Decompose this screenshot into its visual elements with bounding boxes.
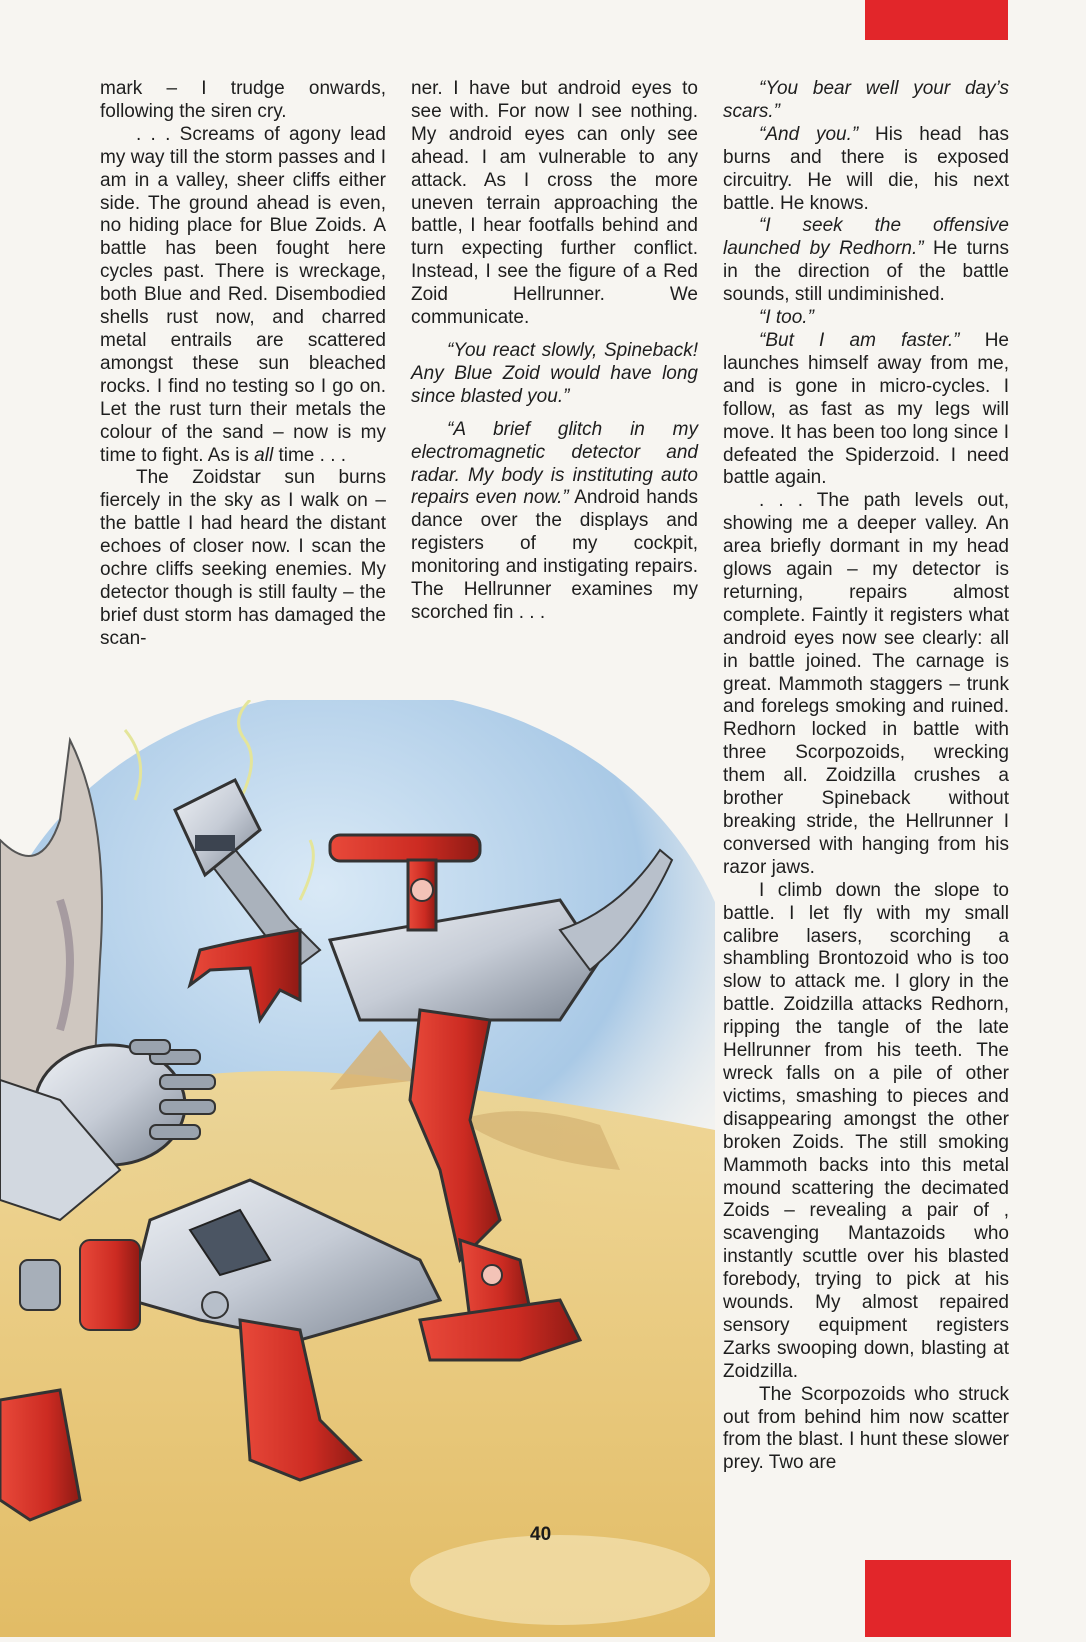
paragraph: “I seek the offensive launched by Redhorn.” He turns in the direction of the battle sounds, still undiminished. bbox=[723, 215, 1009, 306]
paragraph: The Zoidstar sun burns fiercely in the sky as I walk on – the battle I had heard the distant echoes of closer now. I scan the ochre cliffs seeking enemies. My detector though is still faulty – the brief dust storm has damaged the scan- bbox=[100, 467, 386, 649]
zoid-illustration-icon bbox=[0, 700, 715, 1637]
paragraph: . . . The path levels out, showing me a deeper valley. An area briefly dormant in my head glows again – my detector is returning, repairs almost complete. Faintly it registers what android eyes now see clearly: all in battle joined. The carnage is great. Mammoth staggers – trunk and forelegs smoking and ruined. Redhorn locked in battle with three Scorpozoids, wrecking them all. Zoidzilla crushes a brother Spineback without breaking stride, the Hellrunner I conversed with hanging from his razor jaws. bbox=[723, 490, 1009, 878]
paragraph: “But I am faster.” He launches himself away from me, and is gone in micro-cycles. I follow, as fast as my legs will move. It has been too long since I defeated the Spiderzoid. I need battle again. bbox=[723, 329, 1009, 489]
text-column-2 bbox=[411, 78, 698, 625]
paragraph: . . . Screams of agony lead my way till the storm passes and I am in a valley, sheer cliffs either side. The ground ahead is even, no hiding place for Blue Zoids. A battle has been fought here cycles past. There is wreckage, both Blue and Red. Disembodied shells rust now, and charred metal entrails are scattered amongst these sun bleached rocks. I find no testing so I go on. Let the rust turn their metals the colour of the sand – now is my time to fight. As is all time . . . bbox=[100, 123, 386, 466]
text-column-1 bbox=[100, 78, 386, 651]
paragraph: “And you.” His head has burns and there is exposed circuitry. He will die, his next battle. He knows. bbox=[723, 123, 1010, 214]
paragraph: ner. I have but android eyes to see with. For now I see nothing. My android eyes can only see ahead. I am vulnerable to any attack. As I cross the more uneven terrain approaching the battle, I hear footfalls behind and turn expecting further conflict. Instead, I see the figure of a Red Zoid Hellrunner. We communicate. bbox=[411, 78, 698, 329]
zoid-illustration bbox=[0, 700, 715, 1637]
red-corner-tab-top bbox=[865, 0, 1008, 40]
paragraph: “A brief glitch in my electromagnetic detector and radar. My body is instituting auto repairs even now.” Android hands dance over the displays and registers of my cockpit, monitoring and instigating repairs. The Hellrunner examines my scorched fin . . . bbox=[411, 418, 699, 623]
paragraph: “I too.” bbox=[759, 307, 814, 329]
paragraph: “You react slowly, Spineback! Any Blue Zoid would have long since blasted you.” bbox=[411, 339, 698, 407]
red-corner-tab-bottom bbox=[865, 1560, 1011, 1637]
paragraph: “You bear well your day’s scars.” bbox=[723, 78, 1009, 122]
paragraph: mark – I trudge onwards, following the siren cry. bbox=[100, 78, 386, 122]
paragraph: I climb down the slope to battle. I let fly with my small calibre lasers, scorching a shambling Brontozoid who is too slow to attack me. I glory in the battle. Zoidzilla attacks Redhorn, ripping the tangle of the late Hellrunner from his teeth. The wreck falls on a pile of other victims, smashing to pieces and disappearing amongst the other broken Zoids. The still smoking Mammoth backs into this metal mound scattering the decimated Zoids – revealing a pair of , scavenging Mantazoids who instantly scuttle over his blasted forebody, trying to pick at his wounds. My almost repaired sensory equipment registers Zarks swooping down, blasting at Zoidzilla. bbox=[723, 879, 1009, 1382]
page-number: 40 bbox=[530, 1524, 552, 1545]
text-column-3 bbox=[723, 78, 1009, 1475]
paragraph: The Scorpozoids who struck out from behind him now scatter from the blast. I hunt these slower prey. Two are bbox=[723, 1383, 1009, 1474]
